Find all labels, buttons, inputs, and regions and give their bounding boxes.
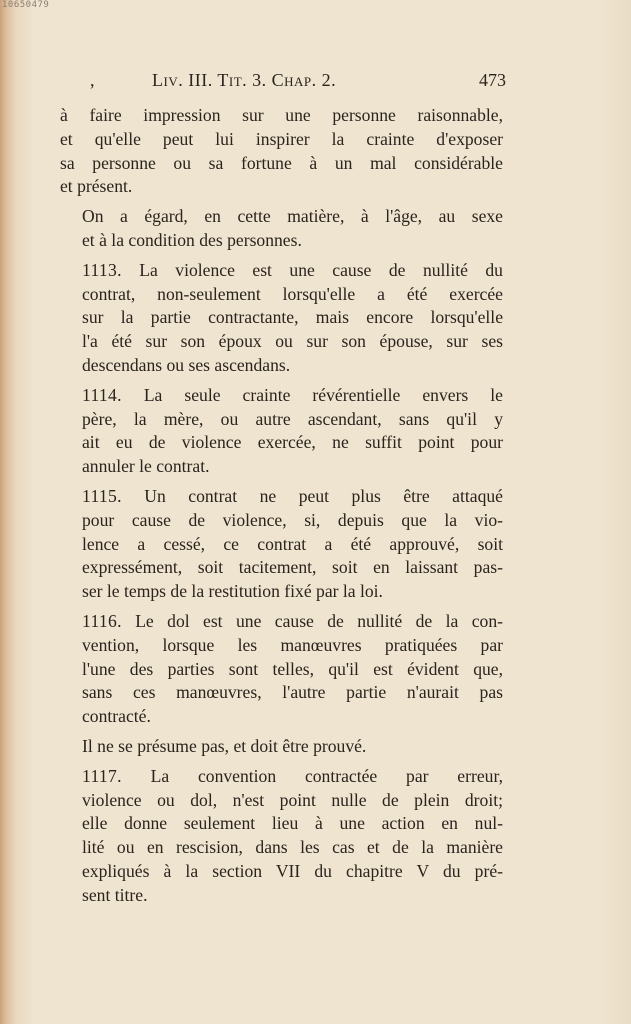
text-line <box>60 283 503 307</box>
page-number: 473 <box>479 70 506 90</box>
running-header <box>60 70 510 98</box>
text-line <box>60 610 503 634</box>
text-line <box>60 735 503 759</box>
text-line <box>60 884 503 908</box>
line-text: violence ou dol, n'est point nulle de plein droit; <box>82 789 503 810</box>
article-paragraph <box>60 610 503 729</box>
article-number: 1113. <box>82 259 122 280</box>
text-line <box>60 580 503 604</box>
line-text: contrat, non-seulement lorsqu'elle a été exercée <box>82 283 503 304</box>
line-text: sa personne ou sa fortune à un mal considérable <box>60 152 503 173</box>
line-text: et qu'elle peut lui inspirer la crainte d'exposer <box>60 128 503 149</box>
line-text: sur la partie contractante, mais encore lorsqu'elle <box>82 307 503 328</box>
running-title: Liv. III. Tit. 3. Chap. 2. <box>152 70 337 90</box>
article-number: 1114. <box>82 384 122 405</box>
line-text: Le dol est une cause de nullité de la con- <box>135 610 503 631</box>
line-text: à faire impression sur une personne raisonnable, <box>60 105 503 125</box>
line-text: l'a été sur son époux ou sur son épouse, sur ses <box>82 331 503 352</box>
text-line <box>60 354 503 378</box>
line-text: expressément, soit tacitement, soit en laissant pas- <box>82 557 503 578</box>
text-line <box>60 330 503 354</box>
text-line <box>60 104 503 128</box>
text-line <box>60 431 503 455</box>
text-line <box>60 533 503 557</box>
text-line <box>60 556 503 580</box>
line-text: La seule crainte révérentielle envers le <box>143 384 503 405</box>
line-text: expliqués à la section VII du chapitre V du pré- <box>82 860 503 881</box>
line-text: ser le temps de la restitution fixé par la loi. <box>82 581 383 602</box>
line-text: contracté. <box>82 706 151 727</box>
article-number: 1117. <box>82 765 122 786</box>
page-body <box>60 104 503 914</box>
article-number: 1116. <box>82 610 122 631</box>
library-stamp: 10650479 <box>2 0 50 10</box>
article-paragraph <box>60 485 503 604</box>
text-line <box>60 765 503 789</box>
text-line <box>60 408 503 432</box>
line-text: vention, lorsque les manœuvres pratiquées par <box>82 634 503 655</box>
text-paragraph <box>60 104 503 199</box>
text-paragraph <box>60 735 503 759</box>
line-text: et présent. <box>60 176 133 197</box>
line-text: lité ou en rescision, dans les cas et de la manière <box>82 837 503 858</box>
text-line <box>60 485 503 509</box>
line-text: Il ne se présume pas, et doit être prouvé. <box>82 735 367 756</box>
text-line <box>60 152 503 176</box>
text-line <box>60 634 503 658</box>
line-text: et à la condition des personnes. <box>82 229 302 250</box>
line-text: annuler le contrat. <box>82 456 210 477</box>
text-line <box>60 789 503 813</box>
text-line <box>60 384 503 408</box>
line-text: pour cause de violence, si, depuis que la vio- <box>82 509 503 530</box>
text-line <box>60 509 503 533</box>
header-mark: , <box>90 70 95 90</box>
text-line <box>60 658 503 682</box>
line-text: La convention contractée par erreur, <box>150 765 503 786</box>
text-line <box>60 681 503 705</box>
text-line <box>60 812 503 836</box>
line-text: l'une des parties sont telles, qu'il est évident que, <box>82 658 503 679</box>
article-number: 1115. <box>82 485 122 506</box>
line-text: sans ces manœuvres, l'autre partie n'aurait pas <box>82 682 503 703</box>
article-paragraph <box>60 765 503 908</box>
line-text: père, la mère, ou autre ascendant, sans qu'il y <box>82 408 503 429</box>
line-text: Un contrat ne peut plus être attaqué <box>144 485 503 506</box>
text-line <box>60 455 503 479</box>
line-text: elle donne seulement lieu à une action en nul- <box>82 813 503 834</box>
line-text: lence a cessé, ce contrat a été approuvé, soit <box>82 533 503 554</box>
line-text: sent titre. <box>82 884 148 905</box>
line-text: On a égard, en cette matière, à l'âge, au sexe <box>82 206 503 227</box>
text-line <box>60 175 503 199</box>
text-line <box>60 229 503 253</box>
text-line <box>60 836 503 860</box>
text-line <box>60 306 503 330</box>
line-text: La violence est une cause de nullité du <box>139 259 503 280</box>
article-paragraph <box>60 384 503 479</box>
line-text: descendans ou ses ascendans. <box>82 354 291 375</box>
line-text: ait eu de violence exercée, ne suffit point pour <box>82 432 503 453</box>
text-paragraph <box>60 205 503 253</box>
text-line <box>60 860 503 884</box>
text-line <box>60 259 503 283</box>
text-line <box>60 128 503 152</box>
article-paragraph <box>60 259 503 378</box>
text-line <box>60 705 503 729</box>
text-line <box>60 205 503 229</box>
